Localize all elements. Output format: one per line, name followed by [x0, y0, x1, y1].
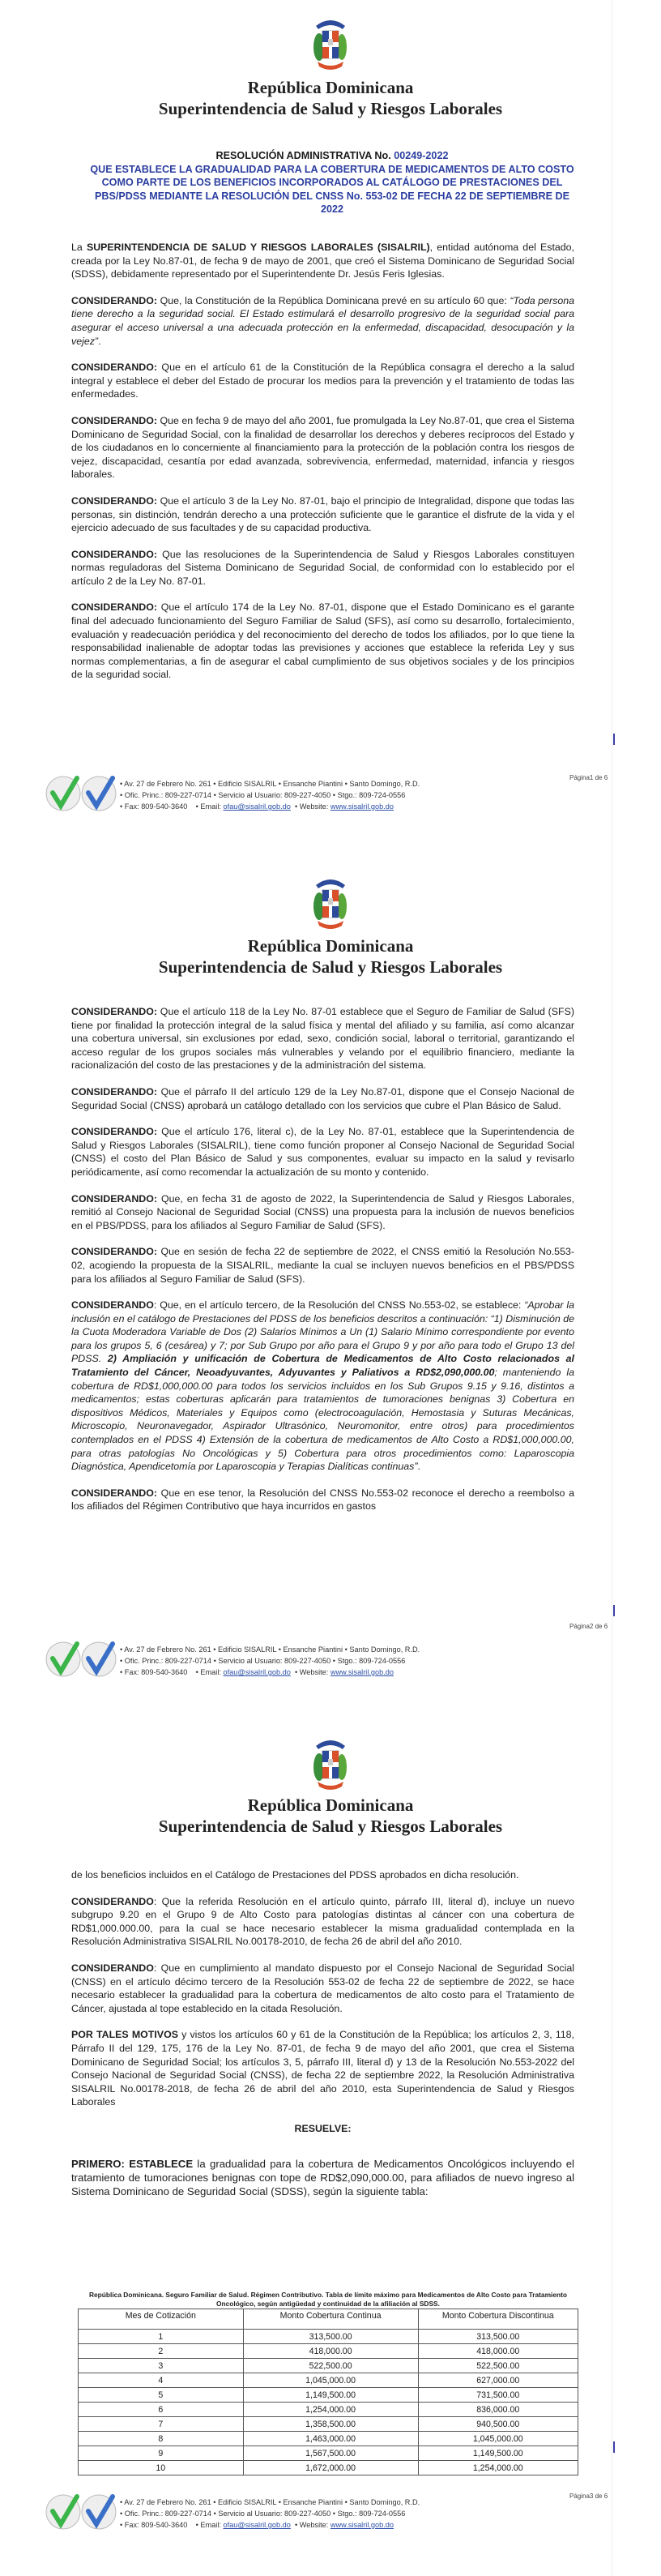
cnss-quote: “Aprobar la inclusión en el catálogo de Prestaciones del PDSS de los beneficios descritos a continuación: “1) Disminución de la Cuota Moderadora Variable de Dos (2) Salarios Mínimos a Un (1) Salario Mínimo correspondiente por evento para los grupos 5, 6 (cesárea) y 7; por Sub Grupo por año para el Grupo 9 y por año para todo el Grupo 13 del PDSS. [71, 1299, 574, 1365]
iso-27001-certification-badge-icon [80, 770, 117, 817]
table-row: 3 522,500.00 522,500.00 [79, 2359, 578, 2373]
table-row: 8 1,463,000.00 1,045,000.00 [79, 2432, 578, 2446]
margin-initial-mark [613, 2441, 615, 2453]
footer-contact-line: • Fax: 809-540-3640 • Email: ofau@sisalril.gob.do • Website: www.sisalril.gob.do [120, 1668, 394, 1676]
page-number: Página3 de 6 [569, 2493, 608, 2500]
table-row: 7 1,358,500.00 940,500.00 [79, 2417, 578, 2432]
letterhead-country: República Dominicana [247, 1795, 414, 1815]
column-header: Monto Cobertura Continua [243, 2309, 418, 2330]
considerando-paragraph: CONSIDERANDO: Que el artículo 174 de la Ley No. 87-01, dispone que el Estado Dominicano es el garante final del adecuado funcionamiento del Seguro Familiar de Salud (SFS), así como su desarrollo, fortalecimiento, evaluación y readecuación periódica y del reconocimiento del derecho de todos los afiliados, por lo que tiene la responsabilidad inalienable de adoptar todas las previsiones y acciones que establece la referida Ley y sus normas complementarias, a fin de asegurar el cabal cumplimiento de sus objetivos sociales y de los principios de la seguridad social. [71, 601, 574, 681]
letterhead [0, 1795, 661, 1837]
resuelve-heading: RESUELVE: [294, 2122, 352, 2134]
table-row: 5 1,149,500.00 731,500.00 [79, 2388, 578, 2403]
iso-27001-certification-badge-icon [80, 1636, 117, 1683]
coat-of-arms-icon [311, 15, 350, 75]
page-3 [0, 1727, 661, 2576]
considerando-paragraph: CONSIDERANDO: Que en ese tenor, la Resolución del CNSS No.553-02 reconoce el derecho a reembolso a los afiliados del Régimen Contributivo que haya incurridos en gastos [71, 1487, 574, 1513]
page-number: Página1 de 6 [569, 774, 608, 781]
footer-address [120, 1644, 420, 1678]
continuation-paragraph: de los beneficios incluidos en el Catálogo de Prestaciones del PDSS aprobados en dicha resolución. [71, 1869, 519, 1881]
footer-address-line: • Av. 27 de Febrero No. 261 • Edificio SISALRIL • Ensanche Piantini • Santo Domingo, R.D. [120, 2498, 420, 2506]
resolution-subtitle: QUE ESTABLECE LA GRADUALIDAD PARA LA COBERTURA DE MEDICAMENTOS DE ALTO COSTO COMO PARTE DE LOS BENEFICIOS INCORPORADOS AL CATÁLOGO DE PRESTACIONES DEL PBS/PDSS MEDIANTE LA RESOLUCIÓN DEL CNSS No. 553-02 DE FECHA 22 DE SEPTIEMBRE DE 2022 [90, 163, 574, 215]
page-2 [0, 859, 661, 1727]
letterhead [0, 935, 661, 978]
iso-9001-certification-badge-icon [45, 2488, 82, 2535]
footer-contact-line: • Fax: 809-540-3640 • Email: ofau@sisalril.gob.do • Website: www.sisalril.gob.do [120, 2521, 394, 2529]
letterhead-agency: Superintendencia de Salud y Riesgos Laborales [158, 1816, 503, 1836]
coat-of-arms-icon [311, 874, 350, 934]
cnss-quote-emphasis: 2) Ampliación y unificación de Cobertura de Medicamentos de Alto Costo relacionados al Tratamiento del Cáncer, Neoadyuvantes, Adyuvantes y Paliativos a RD$2,090,000.00 [71, 1353, 574, 1379]
footer-address-line: • Av. 27 de Febrero No. 261 • Edificio SISALRIL • Ensanche Piantini • Santo Domingo, R.D. [120, 1645, 420, 1654]
footer-phone-line: • Ofic. Princ.: 809-227-0714 • Servicio al Usuario: 809-227-4050 • Stgo.: 809-724-0556 [120, 1657, 406, 1665]
page-1 [0, 0, 661, 859]
letterhead-agency: Superintendencia de Salud y Riesgos Laborales [158, 99, 503, 118]
table-row: 4 1,045,000.00 627,000.00 [79, 2373, 578, 2388]
iso-27001-certification-badge-icon [80, 2488, 117, 2535]
page-2-body [71, 1005, 574, 1526]
resolution-number-line [89, 149, 575, 163]
intro-paragraph: La SUPERINTENDENCIA DE SALUD Y RIESGOS LABORALES (SISALRIL), entidad autónoma del Estado, creada por la Ley No.87-01, de fecha 9 de mayo de 2001, que creó el Sistema Dominicano de Seguridad Social (SDSS), debidamente representado por el Superintendente Dr. Jesús Feris Iglesias. [71, 242, 574, 280]
footer-phone-line: • Ofic. Princ.: 809-227-0714 • Servicio al Usuario: 809-227-4050 • Stgo.: 809-724-0556 [120, 791, 406, 799]
footer-phone-line: • Ofic. Princ.: 809-227-0714 • Servicio al Usuario: 809-227-4050 • Stgo.: 809-724-0556 [120, 2510, 406, 2518]
considerando-paragraph: CONSIDERANDO: Que, en el artículo tercero, de la Resolución del CNSS No.553-02, se establece: “Aprobar la inclusión en el catálogo de Prestaciones del PDSS de los beneficios descritos a continuación: “1) Disminución de la Cuota Moderadora Variable de Dos (2) Salarios Mínimos a Un (1) Salario Mínimo correspondiente por evento para los grupos 5, 6 (cesárea) y 7; por Sub Grupo por año para el Grupo 9 y por año para todo el Grupo 13 del PDSS. 2) Ampliación y unificación de Cobertura de Medicamentos de Alto Costo relacionados al Tratamiento del Cáncer, Neoadyuvantes, Adyuvantes y Paliativos a RD$2,090,000.00; manteniendo la cobertura de RD$1,000,000.00 para todos los servicios incluidos en los Sub Grupos 9.15 y 9.16, distintos a medicamentos; estas coberturas aplicarán para tratamientos de tumoraciones benignas 3) Cobertura en dispositivos Médicos, Materiales y Equipos como (electrocoagulación, Hemostasia y Suturas Mecánicas, Microscopio, Neuronavegador, Aspirador Ultrasónico, Neuromonitor, entre otros) para procedimientos contemplados en el PDSS 4) Extensión de la cobertura de medicamentos de Alto Costo a RD$1,000,000.00, para otras patologías No Oncológicas y 5) Cobertura para otros procedimientos como: Laparoscopia Diagnóstica, Apendicetomía por Laparoscopia y Terapias Dialíticas continuas”. [71, 1299, 574, 1473]
footer-contact-line: • Fax: 809-540-3640 • Email: ofau@sisalril.gob.do • Website: www.sisalril.gob.do [120, 802, 394, 811]
footer-address-line: • Av. 27 de Febrero No. 261 • Edificio SISALRIL • Ensanche Piantini • Santo Domingo, R.D. [120, 780, 420, 788]
constitution-quote: “Toda persona tiene derecho a la seguridad social. El Estado estimulará el desarrollo progresivo de la seguridad social para asegurar el acceso universal a una adecuada protección en la enfermedad, discapacidad, desocupación y la vejez” [71, 294, 574, 347]
considerando-paragraph: CONSIDERANDO: Que la referida Resolución en el artículo quinto, párrafo III, literal d), incluye un nuevo subgrupo 9.20 en el Grupo 9 de Alto Costo para patologías distintas al cáncer con una cobertura de RD$1,000.000.00, para la cual se hace necesario establecer la misma gradualidad contemplada en la Resolución Administrativa SISALRIL No.00178-2010, de fecha 26 de abril del año 2010. [71, 1895, 574, 1948]
table-caption: República Dominicana. Seguro Familiar de Salud. Régimen Contributivo. Tabla de límite máximo para Medicamentos de Alto Costo para Tratamiento Oncológico, según antigüedad y continuidad de la afiliación al SDSS. [88, 2291, 568, 2308]
page-1-body [71, 241, 574, 695]
considerando-paragraph: CONSIDERANDO: Que las resoluciones de la Superintendencia de Salud y Riesgos Laborales constituyen normas reguladoras del Sistema Dominicano de Seguridad Social, de conformidad con lo establecido por el artículo 2 de la Ley No. 87-01. [71, 548, 574, 587]
page-number: Página2 de 6 [569, 1623, 608, 1630]
considerando-paragraph: CONSIDERANDO: Que en el artículo 61 de la Constitución de la República consagra el derecho a la salud integral y establece el deber del Estado de procurar los medios para la prevención y el tratamiento de todas las enfermedades. [71, 362, 574, 400]
considerando-paragraph: CONSIDERANDO: Que el párrafo II del artículo 129 de la Ley No.87-01, dispone que el Consejo Nacional de Seguridad Social (CNSS) aprobará un catálogo detallado con los servicios que cubre el Plan Básico de Salud. [71, 1085, 574, 1111]
iso-9001-certification-badge-icon [45, 770, 82, 817]
table-row: 9 1,567,500.00 1,149,500.00 [79, 2446, 578, 2461]
website-link[interactable]: www.sisalril.gob.do [330, 802, 394, 811]
iso-9001-certification-badge-icon [45, 1636, 82, 1683]
resolution-label: RESOLUCIÓN ADMINISTRATIVA No. [215, 150, 391, 161]
motivos-paragraph: POR TALES MOTIVOS y vistos los artículos 60 y 61 de la Constitución de la República; los artículos 2, 3, 118, Párrafo II del 129, 175, 176 de la Ley No. 87-01, de fecha 9 de mayo del año 2001, que crea el Sistema Dominicano de Seguridad Social; los artículos 3, 5, párrafo III, literal d) y 13 de la Resolución No.553-2022 del Consejo Nacional de Seguridad Social (CNSS), de fecha 22 de septiembre 2022, la Resolución Administrativa SISALRIL No.00178-2018, de fecha 26 de abril del año 2010, esta Superintendencia de Salud y Riesgos Laborales [71, 2029, 574, 2108]
considerando-paragraph: CONSIDERANDO: Que, en fecha 31 de agosto de 2022, la Superintendencia de Salud y Riesgos Laborales, remitió al Consejo Nacional de Seguridad Social (CNSS) una propuesta para la inclusión de nuevos beneficios en el PBS/PDSS, para los afiliados al Seguro Familiar de Salud (SFS). [71, 1192, 574, 1231]
footer-address [120, 778, 420, 812]
considerando-paragraph: CONSIDERANDO: Que en cumplimiento al mandato dispuesto por el Consejo Nacional de Seguridad Social (CNSS) en el artículo décimo tercero de la Resolución 553-02 de fecha 22 de septiembre de 2022, se hace necesario establecer la gradualidad para la cobertura de medicamentos de alto costo para el Tratamiento de Cáncer, ajustada al tope establecido en la citada Resolución. [71, 1962, 574, 2014]
entity-name: SUPERINTENDENCIA DE SALUD Y RIESGOS LABORALES (SISALRIL) [86, 242, 430, 253]
primero-paragraph: PRIMERO: ESTABLECE la gradualidad para la cobertura de Medicamentos Oncológicos incluyendo el tratamiento de tumoraciones benignas con tope de RD$2,090,000.00, para afiliados de nuevo ingreso al Sistema Dominicano de Seguridad Social (SDSS), según la siguiente tabla: [71, 2157, 574, 2197]
footer-address [120, 2497, 420, 2531]
column-header: Mes de Cotización [79, 2309, 244, 2330]
letterhead-agency: Superintendencia de Salud y Riesgos Laborales [158, 957, 503, 977]
considerando-paragraph: CONSIDERANDO: Que en fecha 9 de mayo del año 2001, fue promulgada la Ley No.87-01, que crea el Sistema Dominicano de Seguridad Social, con la finalidad de desarrollar los derechos y deberes recíprocos del Estado y de los ciudadanos en lo concerniente al financiamiento para la protección de la población contra los riesgos de vejez, discapacidad, cesantía por edad avanzada, sobrevivencia, enfermedad, maternidad, infancia y riesgos laborales. [71, 414, 574, 481]
table-row: 1 313,500.00 313,500.00 [79, 2330, 578, 2344]
margin-initial-mark [613, 1605, 615, 1616]
letterhead-country: República Dominicana [247, 936, 414, 956]
coat-of-arms-icon [311, 1735, 350, 1795]
considerando-paragraph: CONSIDERANDO: Que el artículo 118 de la Ley No. 87-01 establece que el Seguro de Familiar de Salud (SFS) tiene por finalidad la protección integral de la salud física y mental del afiliado y su familia, así como alcanzar una cobertura universal, sin exclusiones por edad, sexo, condición social, laboral o territorial, garantizando el acceso regular de los grupos sociales más vulnerables y velando por el equilibrio financiero, mediante la racionalización del costo de las prestaciones y de la administración del sistema. [71, 1006, 574, 1072]
resolution-number: 00249-2022 [394, 150, 449, 161]
email-link[interactable]: ofau@sisalril.gob.do [223, 1668, 291, 1676]
considerando-paragraph: CONSIDERANDO: Que el artículo 3 de la Ley No. 87-01, bajo el principio de Integralidad, dispone que todas las personas, sin distinción, tendrán derecho a una protección suficiente que le garantice el disfrute de la vida y el ejercicio adecuado de sus facultades y de su capacidad productiva. [71, 494, 574, 534]
letterhead-country: República Dominicana [247, 78, 414, 97]
table-row: 2 418,000.00 418,000.00 [79, 2344, 578, 2359]
gradualidad-table [78, 2309, 578, 2475]
letterhead [0, 77, 661, 119]
email-link[interactable]: ofau@sisalril.gob.do [223, 802, 291, 811]
page-footer [45, 770, 612, 827]
table-row: 10 1,672,000.00 1,254,000.00 [79, 2461, 578, 2475]
website-link[interactable]: www.sisalril.gob.do [330, 2521, 394, 2529]
email-link[interactable]: ofau@sisalril.gob.do [223, 2521, 291, 2529]
table-row: 6 1,254,000.00 836,000.00 [79, 2403, 578, 2417]
page-3-body [71, 1868, 574, 2211]
table-header-row [79, 2309, 578, 2330]
page-footer [45, 2488, 612, 2545]
website-link[interactable]: www.sisalril.gob.do [330, 1668, 394, 1676]
considerando-paragraph: CONSIDERANDO: Que, la Constitución de la República Dominicana prevé en su artículo 60 que: “Toda persona tiene derecho a la seguridad social. El Estado estimulará el desarrollo progresivo de la seguridad social para asegurar el acceso universal a una adecuada protección en la enfermedad, discapacidad, desocupación y la vejez”. [71, 294, 574, 347]
considerando-paragraph: CONSIDERANDO: Que el artículo 176, literal c), de la Ley No. 87-01, establece que la Superintendencia de Salud y Riesgos Laborales (SISALRIL), tiene como función proponer al Consejo Nacional de Seguridad Social (CNSS) el costo del Plan Básico de Salud y sus componentes, evaluar su impacto en la salud y revisarlo periódicamente, así como recomendar la actualización de su monto y contenido. [71, 1126, 574, 1178]
column-header: Monto Cobertura Discontinua [418, 2309, 578, 2330]
considerando-paragraph: CONSIDERANDO: Que en sesión de fecha 22 de septiembre de 2022, el CNSS emitió la Resolución No.553-02, acogiendo la propuesta de la SISALRIL, mediante la cual se incluyen nuevos beneficios en el PBS/PDSS para los afiliados al Seguro Familiar de Salud (SFS). [71, 1246, 574, 1285]
resolution-heading [89, 149, 575, 216]
margin-initial-mark [613, 734, 615, 745]
page-footer [45, 1636, 612, 1692]
